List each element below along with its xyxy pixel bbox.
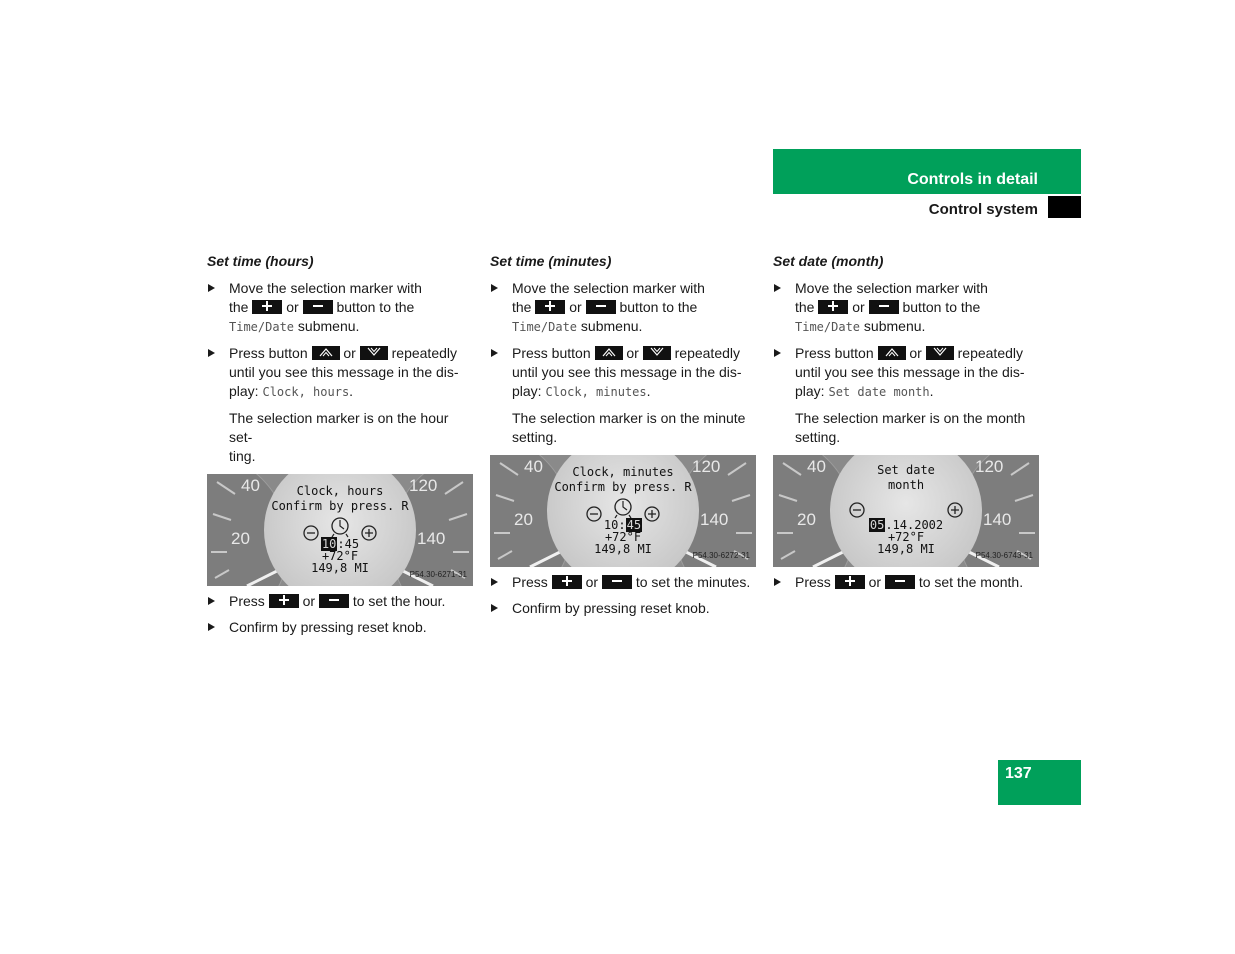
display-time-suffix: .14.2002 [885,518,944,532]
submenu-name: Time/Date [795,320,861,334]
page-number: 137 [1005,765,1032,782]
plus-button-icon [552,575,582,589]
step-select-submenu: Move the selection marker with the or button to the Time/Date submenu. [773,279,1039,337]
plus-button-icon [269,594,299,608]
gauge-right-top-number: 120 [692,457,721,476]
section-title: Set time (minutes) [490,253,612,269]
display-text-lines [550,465,696,495]
minus-button-icon [869,300,899,314]
display-text-lines [267,484,413,514]
display-text-lines [833,463,979,493]
gauge-left-top-number: 40 [807,457,826,476]
column-set-time-minutes [490,252,756,625]
figure-code: P54.30-6743-31 [975,551,1033,560]
display-figure [490,455,756,567]
display-values [267,538,413,574]
minus-button-icon [602,575,632,589]
step-select-submenu: Move the selection marker with the or button to the Time/Date submenu. [207,279,473,337]
gauge-left-bottom-number: 20 [514,510,533,529]
display-time-prefix: 10: [603,518,626,532]
display-values [833,519,979,555]
column-set-time-hours [207,252,473,644]
selection-marker: 10 [321,537,337,551]
selection-note: The selection marker is on the hour set- ting. [229,410,449,464]
header-marker [1048,196,1081,218]
display-line-1: Clock, minutes [572,465,674,479]
step-select-submenu: Move the selection marker with the or button to the Time/Date submenu. [490,279,756,337]
up-arrow-button-icon [878,346,906,360]
selection-marker: 45 [626,518,642,532]
gauge-left-top-number: 40 [524,457,543,476]
display-temperature: +72°F [887,530,925,544]
submenu-name: Time/Date [512,320,578,334]
up-arrow-button-icon [312,346,340,360]
selection-marker: 05 [869,518,885,532]
display-temperature: +72°F [604,530,642,544]
display-figure [773,455,1039,567]
display-message: Clock, hours [262,385,350,399]
display-distance: 149,8 MI [877,542,935,556]
plus-button-icon [252,300,282,314]
header-bar [773,149,1081,194]
gauge-left-top-number: 40 [241,476,260,495]
step-adjust-value: Press or to set the hour. [207,592,473,611]
gauge-right-bottom-number: 140 [983,510,1012,529]
display-line-1: Clock, hours [296,484,384,498]
step-press-arrow: Press button or repeatedly until you see this message in the dis- play: Set date month. [773,344,1039,402]
figure-code: P54.30-6272-31 [692,551,750,560]
selection-note: The selection marker is on the month setting. [795,410,1026,445]
plus-button-icon [835,575,865,589]
minus-button-icon [586,300,616,314]
display-message: Clock, minutes [545,385,647,399]
gauge-right-bottom-number: 140 [417,529,446,548]
display-values [550,519,696,555]
display-time-suffix: :45 [337,537,360,551]
gauge-right-top-number: 120 [409,476,438,495]
down-arrow-button-icon [360,346,388,360]
up-arrow-button-icon [595,346,623,360]
display-figure [207,474,473,586]
down-arrow-button-icon [926,346,954,360]
minus-button-icon [885,575,915,589]
gauge-left-bottom-number: 20 [231,529,250,548]
step-adjust-value: Press or to set the month. [773,573,1039,592]
step-press-arrow: Press button or repeatedly until you see this message in the dis- play: Clock, minutes. [490,344,756,402]
minus-button-icon [303,300,333,314]
display-line-2: month [887,478,925,492]
display-message: Set date month [828,385,930,399]
display-line-2: Confirm by press. R [554,480,692,494]
step-adjust-value: Press or to set the minutes. [490,573,756,592]
step-confirm: Confirm by pressing reset knob. [207,618,473,637]
plus-button-icon [818,300,848,314]
down-arrow-button-icon [643,346,671,360]
section-title: Set time (hours) [207,253,314,269]
step-press-arrow: Press button or repeatedly until you see this message in the dis- play: Clock, hours. [207,344,473,402]
submenu-name: Time/Date [229,320,295,334]
display-line-2: Confirm by press. R [271,499,409,513]
page-number-box [998,760,1081,805]
display-distance: 149,8 MI [594,542,652,556]
display-line-1: Set date [877,463,935,477]
chapter-title: Controls in detail [907,171,1038,188]
step-confirm: Confirm by pressing reset knob. [490,599,756,618]
selection-note: The selection marker is on the minute setting. [512,410,746,445]
minus-button-icon [319,594,349,608]
display-temperature: +72°F [321,549,359,563]
display-distance: 149,8 MI [311,561,369,575]
column-set-date-month [773,252,1039,599]
figure-code: P54.30-6271-31 [409,570,467,579]
section-subtitle: Control system [928,201,1038,218]
gauge-left-bottom-number: 20 [797,510,816,529]
plus-button-icon [535,300,565,314]
gauge-right-bottom-number: 140 [700,510,729,529]
section-title: Set date (month) [773,253,884,269]
gauge-right-top-number: 120 [975,457,1004,476]
